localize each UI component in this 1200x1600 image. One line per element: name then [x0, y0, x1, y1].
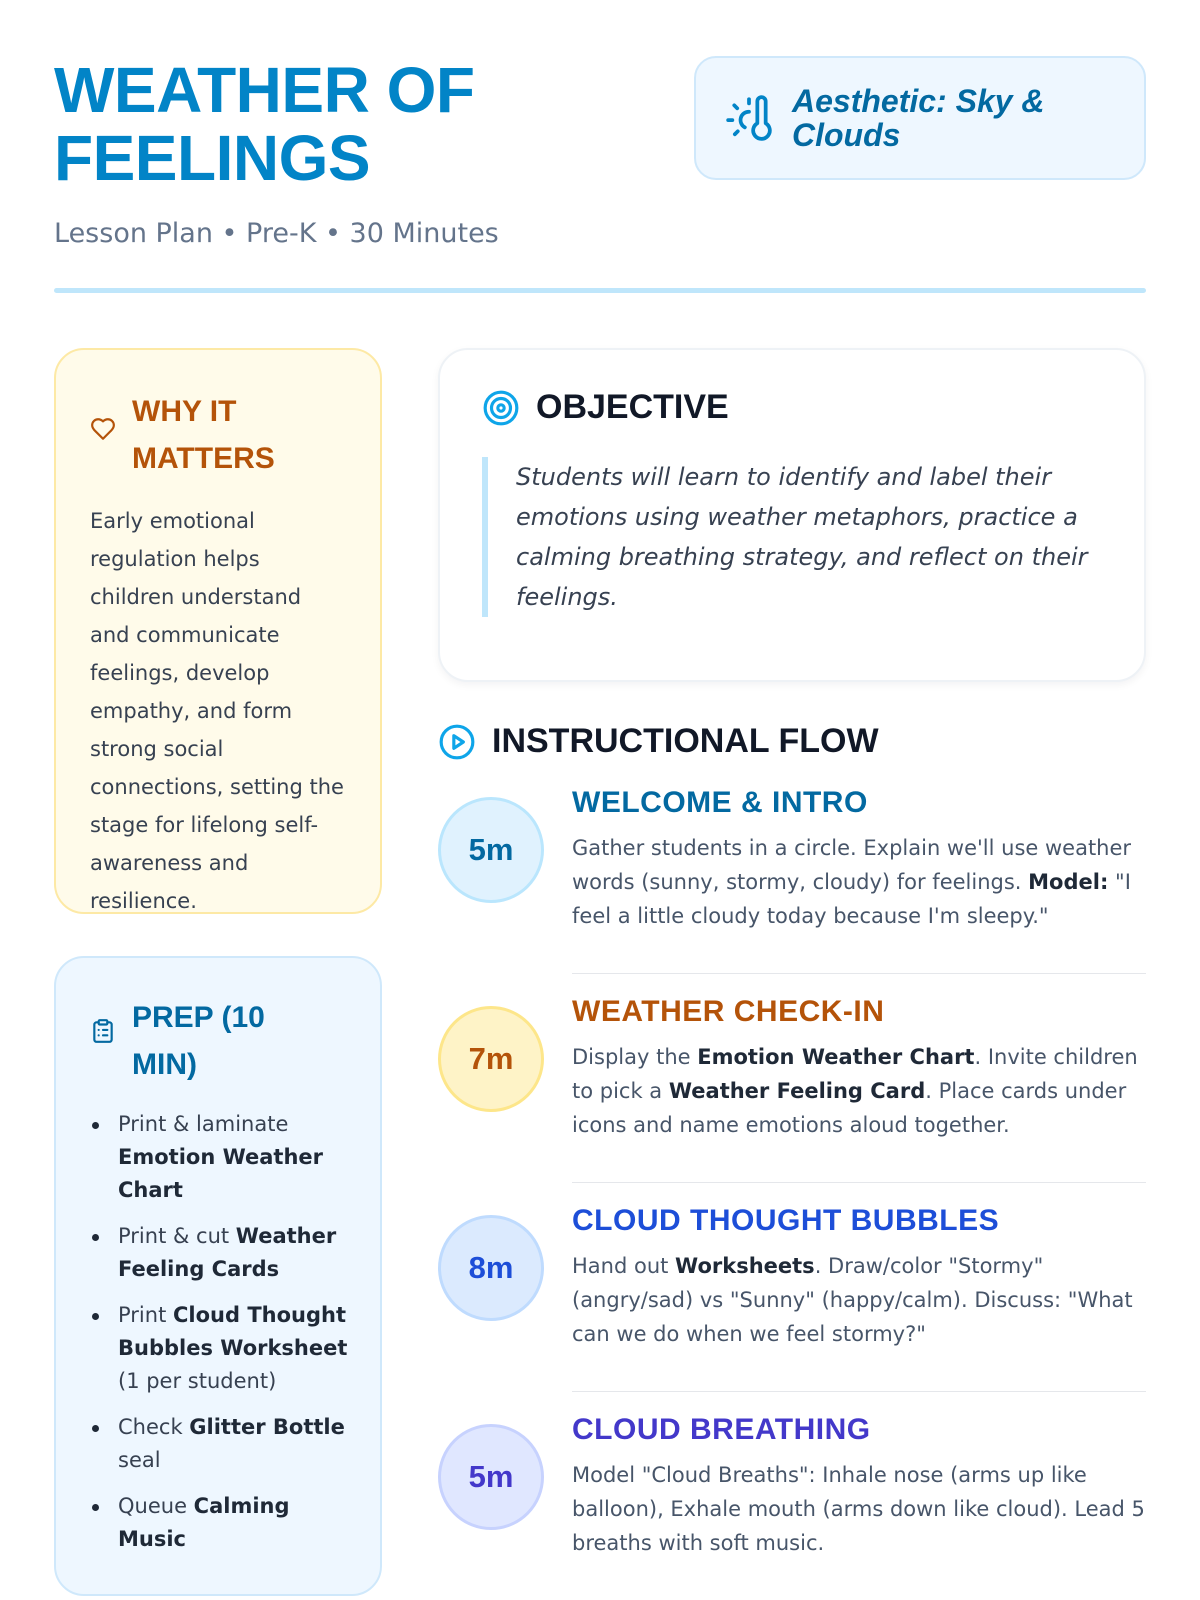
step-text: . Draw/color "Stormy" (angry/sad) vs "Sunny" (happy/calm). Discuss: "What can we do when we feel stormy?" — [572, 1254, 1133, 1346]
prep-item — [90, 1108, 350, 1207]
title-line-1: WEATHER OF — [54, 54, 475, 126]
flow-title: INSTRUCTIONAL FLOW — [492, 722, 879, 760]
prep-title-line-1: PREP (10 — [132, 1001, 265, 1034]
lesson-subtitle: Lesson Plan • Pre-K • 30 Minutes — [54, 218, 499, 249]
flow-step — [438, 785, 1146, 994]
prep-item-material: Glitter Bottle — [189, 1415, 345, 1439]
instructional-flow — [438, 722, 1146, 1600]
play-circle-icon — [438, 723, 476, 761]
step-text: Gather students in a circle. Explain we'll use weather words (sunny, stormy, cloudy) for feelings. — [572, 836, 1132, 894]
step-text: . Invite children to pick a — [572, 1045, 1138, 1103]
prep-list — [90, 1108, 350, 1556]
prep-item — [90, 1490, 350, 1556]
step-separator — [572, 1182, 1146, 1183]
step-text: Model "Cloud Breaths": Inhale nose (arms up like balloon), Exhale mouth (arms down like cloud). Lead 5 breaths with soft music. — [572, 1463, 1145, 1555]
thermometer-sun-icon — [724, 93, 774, 143]
step-content — [572, 994, 1146, 1142]
prep-item-material: Weather Feeling Cards — [118, 1224, 337, 1281]
step-separator — [572, 973, 1146, 974]
step-content — [572, 785, 1146, 933]
step-duration-badge: 8m — [438, 1215, 544, 1321]
prep-item-material: Cloud Thought Bubbles Worksheet — [118, 1303, 348, 1360]
prep-item-text: Queue — [118, 1494, 194, 1518]
heart-icon — [90, 416, 116, 442]
lesson-header — [54, 56, 1146, 296]
step-text: Display the — [572, 1045, 698, 1069]
why-it-matters-card — [54, 348, 382, 914]
step-title: WEATHER CHECK-IN — [572, 995, 885, 1028]
objective-card — [438, 348, 1146, 682]
objective-text: Students will learn to identify and label their emotions using weather metaphors, practice a calming breathing strategy, and reflect on their feelings. — [482, 457, 1104, 617]
header-divider — [54, 288, 1146, 293]
aesthetic-line-1: Aesthetic: Sky & — [792, 83, 1045, 119]
step-description — [572, 831, 1146, 933]
prep-item — [90, 1220, 350, 1286]
step-highlight: Emotion Weather Chart — [697, 1045, 975, 1069]
aesthetic-badge — [694, 56, 1146, 180]
step-duration-badge: 5m — [438, 797, 544, 903]
step-description — [572, 1458, 1146, 1560]
aesthetic-line-2: Clouds — [792, 117, 901, 153]
step-content — [572, 1412, 1146, 1560]
prep-item-material: Calming Music — [118, 1494, 290, 1551]
prep-item-material: Emotion Weather Chart — [118, 1145, 323, 1202]
flow-step — [438, 1412, 1146, 1600]
step-title: WELCOME & INTRO — [572, 786, 868, 819]
step-description — [572, 1040, 1146, 1142]
step-duration-badge: 7m — [438, 1006, 544, 1112]
step-highlight: Weather Feeling Card — [668, 1079, 926, 1103]
prep-card — [54, 956, 382, 1596]
step-text: Hand out — [572, 1254, 676, 1278]
prep-title — [132, 994, 265, 1088]
prep-item-text: seal — [118, 1448, 161, 1472]
prep-item — [90, 1411, 350, 1477]
step-highlight: Model: — [1028, 870, 1109, 894]
prep-item-text: Print — [118, 1303, 173, 1327]
step-duration-badge: 5m — [438, 1424, 544, 1530]
step-description — [572, 1249, 1146, 1351]
why-title-line-1: WHY IT — [132, 395, 237, 428]
prep-item-text: (1 per student) — [118, 1369, 277, 1393]
prep-title-line-2: MIN) — [132, 1048, 197, 1081]
step-content — [572, 1203, 1146, 1351]
prep-item-text: Print & laminate — [118, 1112, 289, 1136]
step-title: CLOUD THOUGHT BUBBLES — [572, 1204, 1000, 1237]
step-highlight: Worksheets — [675, 1254, 815, 1278]
objective-title: OBJECTIVE — [536, 388, 729, 426]
step-separator — [572, 1391, 1146, 1392]
why-title-line-2: MATTERS — [132, 442, 275, 475]
why-title — [132, 388, 275, 482]
flow-steps — [438, 785, 1146, 1600]
flow-step — [438, 1203, 1146, 1412]
step-title: CLOUD BREATHING — [572, 1413, 871, 1446]
why-body-text: Early emotional regulation helps children understand and communicate feelings, develop empathy, and form strong social connections, setting the stage for lifelong self-awareness and resilience. — [90, 509, 344, 913]
title-line-2: FEELINGS — [54, 122, 371, 194]
target-icon — [482, 389, 520, 427]
prep-item — [90, 1299, 350, 1398]
prep-item-text: Check — [118, 1415, 190, 1439]
step-text: . Place cards under icons and name emotions aloud together. — [572, 1079, 1127, 1137]
prep-item-text: Print & cut — [118, 1224, 236, 1248]
step-text: "I feel a little cloudy today because I'm sleepy." — [572, 870, 1131, 928]
flow-step — [438, 994, 1146, 1203]
clipboard-list-icon — [90, 1018, 116, 1044]
